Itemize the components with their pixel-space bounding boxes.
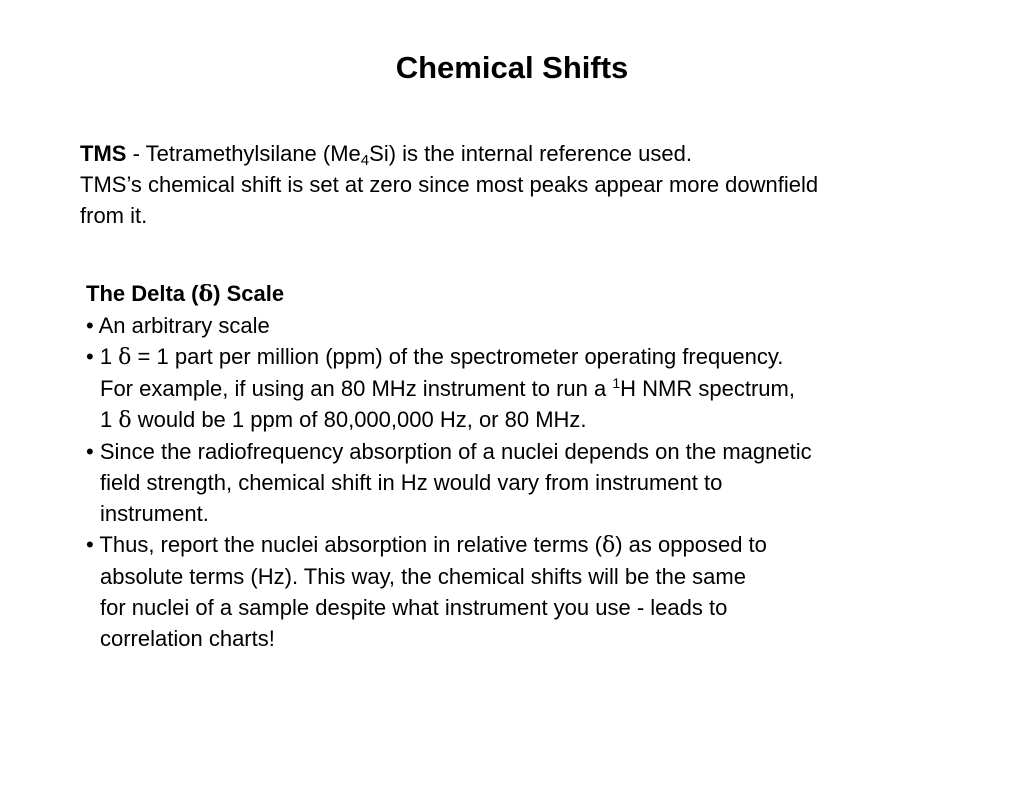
tms-term: TMS bbox=[80, 141, 127, 166]
tms-line-1 bbox=[80, 138, 980, 169]
bullet-dot: • bbox=[86, 532, 94, 557]
delta-scale-heading bbox=[86, 278, 986, 310]
delta-symbol: δ bbox=[118, 345, 132, 370]
bullet-dot: • bbox=[86, 439, 94, 464]
isotope-superscript: 1 bbox=[612, 375, 621, 391]
bullet-relative-continuation-1: absolute terms (Hz). This way, the chemical shifts will be the same bbox=[100, 564, 746, 589]
bullet-arbitrary-scale bbox=[86, 310, 986, 341]
bullet-relative-terms bbox=[86, 529, 986, 561]
bullet-dot: • bbox=[86, 344, 94, 369]
bullet-relative-continuation-3: correlation charts! bbox=[100, 626, 275, 651]
delta-heading-end: ) Scale bbox=[213, 281, 285, 306]
slide-title: Chemical Shifts bbox=[395, 50, 629, 85]
bullet-relative-continuation-2: for nuclei of a sample despite what instrument you use - leads to bbox=[100, 595, 728, 620]
delta-scale-section bbox=[86, 278, 986, 654]
bullet-text: 1 bbox=[93, 344, 119, 369]
tms-line-3: from it. bbox=[80, 203, 148, 228]
bullet-text: For example, if using an 80 MHz instrument to run a bbox=[100, 376, 613, 401]
tms-definition-end: Si) is the internal reference used. bbox=[369, 141, 692, 166]
bullet-text: = 1 part per million (ppm) of the spectrometer operating frequency. bbox=[131, 344, 784, 369]
bullet-text: An arbitrary scale bbox=[93, 313, 270, 338]
bullet-text: ) as opposed to bbox=[615, 532, 767, 557]
delta-symbol: δ bbox=[198, 281, 214, 307]
bullet-ppm-definition bbox=[86, 341, 986, 373]
delta-heading-start: The Delta ( bbox=[86, 281, 199, 306]
bullet-text: 1 bbox=[100, 407, 119, 432]
bullet-ppm-continuation-2 bbox=[86, 404, 986, 436]
delta-symbol: δ bbox=[118, 408, 132, 433]
bullet-dot: • bbox=[86, 313, 94, 338]
tms-definition-start: - Tetramethylsilane (Me bbox=[126, 141, 361, 166]
bullet-ppm-continuation-1 bbox=[86, 373, 986, 404]
bullet-text: H NMR spectrum, bbox=[620, 376, 795, 401]
tms-line-2: TMS’s chemical shift is set at zero since most peaks appear more downfield bbox=[80, 172, 819, 197]
bullet-text: Thus, report the nuclei absorption in relative terms ( bbox=[93, 532, 602, 557]
bullet-text: would be 1 ppm of 80,000,000 Hz, or 80 MHz. bbox=[131, 407, 587, 432]
delta-symbol: δ bbox=[601, 533, 616, 558]
bullet-radiofrequency bbox=[86, 436, 986, 467]
methyl-subscript: 4 bbox=[360, 152, 370, 169]
bullet-radiofrequency-continuation-1: field strength, chemical shift in Hz would vary from instrument to bbox=[100, 470, 723, 495]
tms-paragraph bbox=[80, 138, 980, 231]
bullet-text: Since the radiofrequency absorption of a nuclei depends on the magnetic bbox=[93, 439, 812, 464]
bullet-radiofrequency-continuation-2: instrument. bbox=[100, 501, 209, 526]
